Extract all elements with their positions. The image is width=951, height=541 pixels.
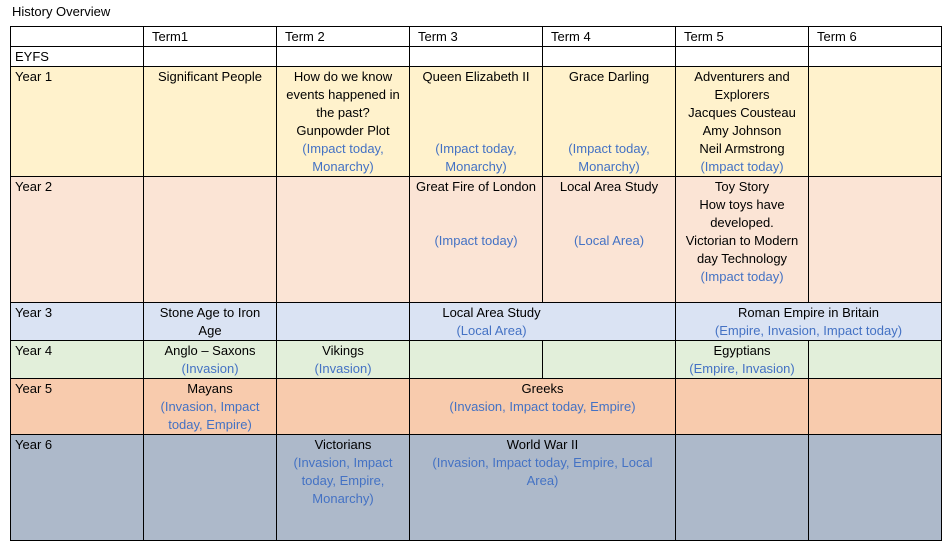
- topic: Queen Elizabeth II: [422, 69, 530, 84]
- topic: Significant People: [157, 69, 263, 84]
- topic-tags: (Impact today): [700, 269, 784, 284]
- topic-tags: (Invasion, Impact today, Empire): [160, 399, 260, 432]
- cell: [277, 47, 410, 67]
- cell-year3-term3: [410, 303, 676, 341]
- topic: Toy Story: [714, 179, 770, 194]
- cell-year6-term2: [277, 435, 410, 541]
- topic: Neil Armstrong: [699, 141, 785, 156]
- cell: [676, 435, 809, 541]
- cell-year4-term5: [676, 341, 809, 379]
- cell: [277, 379, 410, 435]
- row-year-6: [11, 435, 942, 541]
- topic: Local Area Study: [559, 179, 659, 194]
- topic-tags: (Invasion): [314, 361, 372, 376]
- topic: Gunpowder Plot: [296, 123, 390, 138]
- cell-year1-term3: [410, 67, 543, 177]
- topic: Anglo – Saxons: [164, 343, 256, 358]
- cell: [809, 67, 942, 177]
- row-label-eyfs: EYFS: [11, 47, 144, 67]
- row-year-5: [11, 379, 942, 435]
- topic-tags: (Invasion, Impact today, Empire, Monarchy): [293, 455, 393, 506]
- cell: [543, 341, 676, 379]
- cell-year1-term4: [543, 67, 676, 177]
- cell: [809, 379, 942, 435]
- row-label-year-4: Year 4: [11, 341, 144, 379]
- cell-year3-term5-6: [676, 303, 942, 341]
- topic-tags: (Local Area): [456, 323, 527, 338]
- header-term-2: Term 2: [277, 27, 410, 47]
- row-label-year-3: Year 3: [11, 303, 144, 341]
- cell: [809, 341, 942, 379]
- topic: Vikings: [322, 343, 364, 358]
- cell-year3-term1: [144, 303, 277, 341]
- header-row: [11, 27, 942, 47]
- cell-year4-term2: [277, 341, 410, 379]
- cell-year1-term1: [144, 67, 277, 177]
- cell: [676, 379, 809, 435]
- cell-year2-term4: [543, 177, 676, 303]
- topic: Great Fire of London: [416, 179, 536, 194]
- cell: [277, 177, 410, 303]
- cell-year5-term1: [144, 379, 277, 435]
- row-year-1: [11, 67, 942, 177]
- topic: Victorian to Modern day Technology: [685, 233, 799, 266]
- topic-tags: (Impact today): [700, 159, 784, 174]
- topic: Greeks: [521, 381, 564, 396]
- cell-year1-term5: [676, 67, 809, 177]
- topic: Victorians: [314, 437, 372, 452]
- row-label-year-5: Year 5: [11, 379, 144, 435]
- topic-tags: (Invasion): [181, 361, 239, 376]
- cell: [676, 47, 809, 67]
- header-term-6: Term 6: [809, 27, 942, 47]
- cell: [809, 47, 942, 67]
- cell-year5-term3-4: [410, 379, 676, 435]
- document-title: History Overview: [12, 4, 111, 19]
- row-label-year-1: Year 1: [11, 67, 144, 177]
- cell: [410, 341, 543, 379]
- header-term-3: Term 3: [410, 27, 543, 47]
- cell-year4-term1: [144, 341, 277, 379]
- topic-tags: (Local Area): [573, 233, 645, 248]
- topic: Mayans: [187, 381, 233, 396]
- topic: How toys have developed.: [699, 197, 785, 230]
- topic: Roman Empire in Britain: [738, 305, 879, 320]
- topic-tags: (Impact today, Monarchy): [435, 141, 517, 174]
- cell: [543, 47, 676, 67]
- cell: [277, 303, 410, 341]
- topic: Stone Age to Iron Age: [159, 305, 261, 338]
- topic: Adventurers and Explorers: [694, 69, 790, 102]
- topic: Grace Darling: [568, 69, 650, 84]
- cell-year1-term2: [277, 67, 410, 177]
- cell: [144, 177, 277, 303]
- cell: [809, 177, 942, 303]
- header-cell-blank: [11, 27, 144, 47]
- row-label-year-2: Year 2: [11, 177, 144, 303]
- header-term-4: Term 4: [543, 27, 676, 47]
- topic-question: How do we know events happened in the past?: [286, 69, 400, 120]
- topic: Jacques Cousteau: [688, 105, 796, 120]
- topic: Amy Johnson: [702, 123, 782, 138]
- cell: [144, 47, 277, 67]
- topic-tags: (Invasion, Impact today, Empire): [449, 399, 636, 414]
- row-year-3: [11, 303, 942, 341]
- topic-tags: (Invasion, Impact today, Empire, Local Area): [432, 455, 653, 488]
- row-label-year-6: Year 6: [11, 435, 144, 541]
- cell: [410, 47, 543, 67]
- topic-tags: (Empire, Invasion): [689, 361, 795, 376]
- cell-year2-term3: [410, 177, 543, 303]
- row-year-2: [11, 177, 942, 303]
- row-eyfs: [11, 47, 942, 67]
- header-term-1: Term1: [144, 27, 277, 47]
- cell-year2-term5: [676, 177, 809, 303]
- topic-tags: (Impact today, Monarchy): [568, 141, 650, 174]
- cell: [144, 435, 277, 541]
- topic: Egyptians: [713, 343, 771, 358]
- history-overview-table: [10, 26, 942, 541]
- topic-tags: (Impact today, Monarchy): [302, 141, 384, 174]
- header-term-5: Term 5: [676, 27, 809, 47]
- topic: Local Area Study: [442, 305, 541, 320]
- cell-year6-term3-4: [410, 435, 676, 541]
- row-year-4: [11, 341, 942, 379]
- topic: World War II: [506, 437, 579, 452]
- cell: [809, 435, 942, 541]
- topic-tags: (Impact today): [434, 233, 518, 248]
- topic-tags: (Empire, Invasion, Impact today): [714, 323, 903, 338]
